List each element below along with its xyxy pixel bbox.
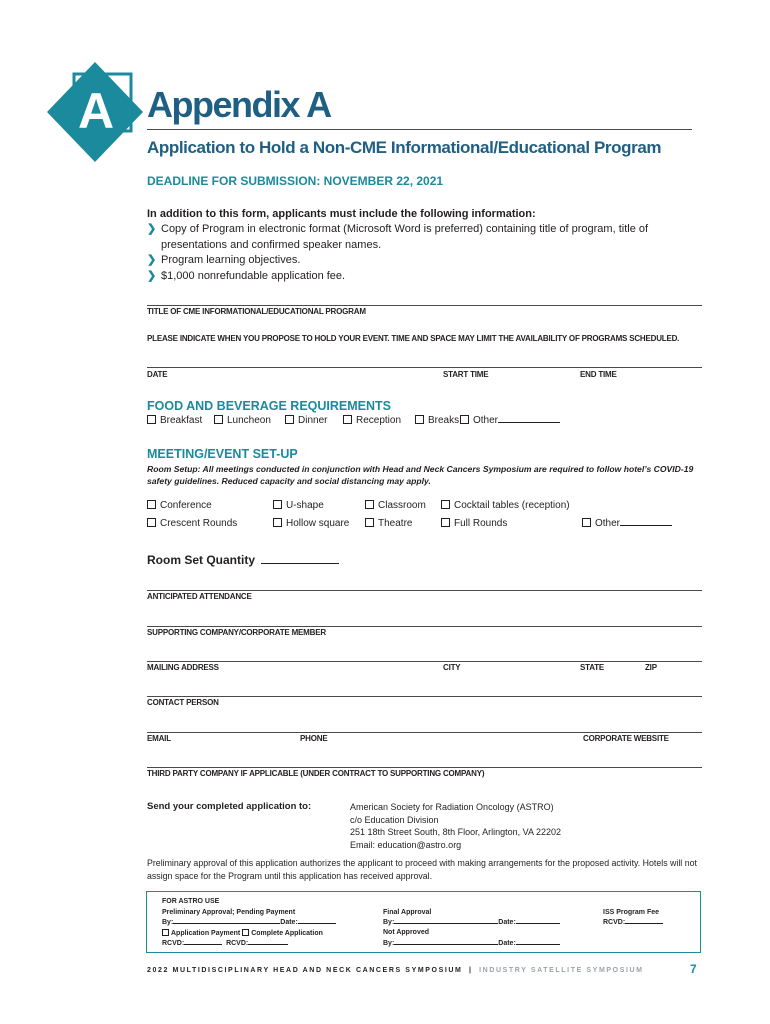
list-item: ❯ $1,000 nonrefundable application fee. xyxy=(147,269,648,285)
rcvd-line[interactable]: RCVD: RCVD: xyxy=(162,940,288,947)
checkbox-crescent[interactable]: Crescent Rounds xyxy=(147,518,237,529)
page-subtitle: Application to Hold a Non-CME Informational/Educational Program xyxy=(147,138,662,157)
contact-person-field[interactable] xyxy=(147,696,702,697)
checkbox-classroom[interactable]: Classroom xyxy=(365,500,426,511)
program-title-field[interactable] xyxy=(147,305,702,306)
checkbox-hollow-square[interactable]: Hollow square xyxy=(273,518,349,529)
deadline: DEADLINE FOR SUBMISSION: NOVEMBER 22, 2021 xyxy=(147,174,444,188)
food-heading: FOOD AND BEVERAGE REQUIREMENTS xyxy=(147,399,392,413)
approval-note: Preliminary approval of this application authorizes the applicant to proceed with making arrangements for the proposed activity. Hotels will not assign space for the Program until this application has received approval. xyxy=(147,858,697,881)
footer-separator: | xyxy=(469,967,473,974)
checkbox-conference[interactable]: Conference xyxy=(147,500,212,511)
attendance-field[interactable] xyxy=(147,590,702,591)
email-label: EMAIL xyxy=(147,734,171,743)
final-by-line[interactable]: By: Date: xyxy=(383,919,560,926)
state-label: STATE xyxy=(580,663,605,672)
email-phone-field[interactable] xyxy=(147,732,702,733)
chevron-right-icon: ❯ xyxy=(147,269,157,282)
checkbox-theatre[interactable]: Theatre xyxy=(365,518,412,529)
indicate-text: PLEASE INDICATE WHEN YOU PROPOSE TO HOLD YOUR EVENT. TIME AND SPACE MAY LIMIT THE AVAILABILITY OF PROGRAMS SCHEDULED. xyxy=(147,334,680,343)
supporting-company-label: SUPPORTING COMPANY/CORPORATE MEMBER xyxy=(147,628,326,637)
checkbox-luncheon[interactable]: Luncheon xyxy=(214,415,271,426)
prelim-by-line[interactable]: By: Date: xyxy=(162,919,336,926)
footer-right: INDUSTRY SATELLITE SYMPOSIUM xyxy=(479,967,644,974)
checkbox-breakfast[interactable]: Breakfast xyxy=(147,415,202,426)
iss-rcvd-line[interactable]: RCVD: xyxy=(603,919,663,926)
astro-use-heading: FOR ASTRO USE xyxy=(162,898,220,905)
intro-heading: In addition to this form, applicants must include the following information: xyxy=(147,208,536,220)
date-time-field[interactable] xyxy=(147,367,702,368)
room-set-quantity[interactable]: Room Set Quantity xyxy=(147,553,339,567)
email-link[interactable]: Email: education@astro.org xyxy=(350,839,462,850)
page-number: 7 xyxy=(690,962,697,976)
date-label: DATE xyxy=(147,370,168,379)
zip-label: ZIP xyxy=(645,663,657,672)
chevron-right-icon: ❯ xyxy=(147,223,157,235)
end-time-label: END TIME xyxy=(580,370,617,379)
third-party-label: THIRD PARTY COMPANY IF APPLICABLE (UNDER CONTRACT TO SUPPORTING COMPANY) xyxy=(147,769,485,778)
final-approval: Final Approval xyxy=(383,909,432,916)
iss-program-fee: ISS Program Fee xyxy=(603,909,660,916)
contact-person-label: CONTACT PERSON xyxy=(147,698,219,707)
footer xyxy=(147,967,644,974)
checkbox-breaks[interactable]: Breaks xyxy=(415,415,459,426)
list-item: ❯ Program learning objectives. xyxy=(147,253,648,269)
list-item: ❯ Copy of Program in electronic format (Microsoft Word is preferred) containing title of program, title of xyxy=(147,222,648,238)
meeting-heading: MEETING/EVENT SET-UP xyxy=(147,447,298,461)
supporting-company-field[interactable] xyxy=(147,626,702,627)
chevron-right-icon: ❯ xyxy=(147,254,157,266)
title-rule xyxy=(147,129,692,130)
not-approved-by-line[interactable]: By: Date: xyxy=(383,940,560,947)
meeting-note: Room Setup: All meetings conducted in conjunction with Head and Neck Cancers Symposium are required to follow hotel’s COVID-19 safety guidelines. Reduced capacity and social distancing may apply. xyxy=(147,464,694,486)
program-title-label: TITLE OF CME INFORMATIONAL/EDUCATIONAL PROGRAM xyxy=(147,307,366,316)
send-label: Send your completed application to: xyxy=(147,801,312,812)
intro-list xyxy=(147,222,648,284)
checkbox-cocktail[interactable]: Cocktail tables (reception) xyxy=(441,500,570,511)
badge-letter: A xyxy=(77,83,115,139)
third-party-field[interactable] xyxy=(147,767,702,768)
start-time-label: START TIME xyxy=(443,370,489,379)
phone-label: PHONE xyxy=(300,734,328,743)
not-approved: Not Approved xyxy=(383,929,430,936)
payment-checkboxes[interactable]: Application Payment Complete Application xyxy=(162,929,323,937)
page-title: Appendix A xyxy=(147,84,331,125)
checkbox-reception[interactable]: Reception xyxy=(343,415,401,426)
send-address: American Society for Radiation Oncology (ASTRO) c/o Education Division 251 18th Street South, 8th Floor, Arlington, VA 22202 Email: education@astro.org xyxy=(350,802,561,850)
checkbox-food-other[interactable]: Other xyxy=(460,415,560,426)
footer-left: 2022 MULTIDISCIPLINARY HEAD AND NECK CANCERS SYMPOSIUM xyxy=(147,967,463,974)
list-item: presentations and confirmed speaker names. xyxy=(161,238,382,251)
mailing-address-field[interactable] xyxy=(147,661,702,662)
city-label: CITY xyxy=(443,663,461,672)
appendix-badge xyxy=(47,60,147,164)
checkbox-full-rounds[interactable]: Full Rounds xyxy=(441,518,507,529)
prelim-approval: Preliminary Approval; Pending Payment xyxy=(162,909,296,916)
checkbox-u-shape[interactable]: U-shape xyxy=(273,500,324,511)
attendance-label: ANTICIPATED ATTENDANCE xyxy=(147,592,252,601)
checkbox-dinner[interactable]: Dinner xyxy=(285,415,327,426)
checkbox-setup-other[interactable]: Other xyxy=(582,518,672,529)
website-label: CORPORATE WEBSITE xyxy=(583,734,669,743)
mailing-label: MAILING ADDRESS xyxy=(147,663,219,672)
